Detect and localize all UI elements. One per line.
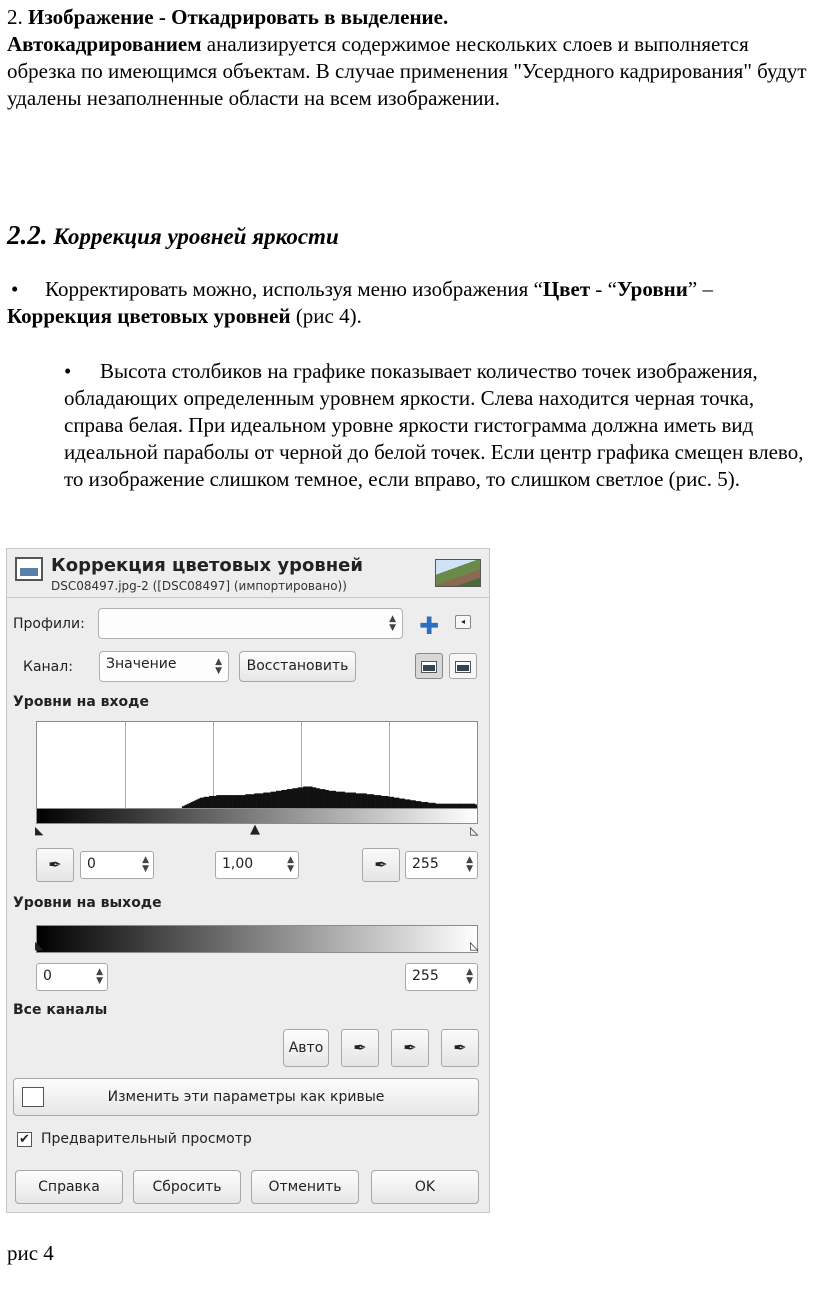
channel-label: Канал: [23,659,73,675]
histogram-bar [345,793,347,808]
histogram-bar [390,797,392,808]
histogram-bar [269,793,271,808]
histogram-bar [238,795,240,808]
preset-menu-icon[interactable]: ◂ [455,615,471,629]
output-black-handle-icon[interactable]: ◣ [35,939,44,952]
histogram-bar [412,800,414,808]
histogram-bar [294,788,296,808]
output-high-spin[interactable] [405,963,478,991]
histogram-bar [343,792,345,808]
histogram-bar [285,790,287,808]
histogram-bar [220,795,222,808]
bullet-icon: • [11,277,19,301]
histogram-bar [298,787,300,808]
histogram-bar [325,790,327,808]
histogram-bar [198,799,200,808]
edit-as-curves-label: Изменить эти параметры как кривые [107,1089,385,1105]
histogram-bar [200,798,202,808]
help-button[interactable]: Справка [15,1170,123,1204]
histogram-bar [289,789,291,808]
bullet-histogram-text: Высота столбиков на графике показывает количество точек изображения, обладающих определенным уровнем яркости. Слева находится черная точка, справа белая. При идеальном уровне яркости гистограмма должна иметь вид идеальной параболы от черной до белой точек. Если центр графика смещен влево, то изображение слишком темное, если вправо, то слишком светлое (рис. 5). [64,359,804,491]
bullet-icon: • [64,359,72,383]
histogram-bar [271,792,273,808]
input-gamma-value: 1,00 [222,856,254,872]
histogram-bar [283,790,285,808]
histogram-bar [291,789,293,808]
image-thumbnail [435,559,481,587]
histogram-bar [370,794,372,808]
histogram-bar [251,794,253,808]
histogram-bar [327,790,329,808]
histogram-bar [401,799,403,808]
cancel-button[interactable]: Отменить [251,1170,359,1204]
reset-button[interactable]: Сбросить [133,1170,241,1204]
histogram [36,721,478,809]
histogram-bars [37,722,477,808]
histogram-bar [310,787,312,809]
histogram-bar [292,788,294,808]
text-run: (рис 4). [290,304,362,328]
histogram-bar [227,795,229,808]
section-number: 2.2. [7,220,48,250]
histogram-bar [254,793,256,808]
histogram-bar [301,787,303,808]
levels-dialog [6,548,490,1213]
paragraph-number: 2. [7,5,28,29]
histogram-bar [303,787,305,809]
histogram-bar [207,797,209,808]
histogram-bar [216,795,218,808]
auto-black-picker-icon[interactable]: ✒ [341,1029,379,1067]
updown-arrows-icon: ▲ ▼ [466,967,473,986]
figure-caption: рис 4 [7,1241,54,1265]
histogram-bar [307,787,309,809]
updown-arrows-icon: ▲ ▼ [287,855,294,874]
white-point-handle-icon[interactable]: ◺ [470,824,479,837]
histogram-bar [233,795,235,808]
histogram-bar [214,796,216,808]
histogram-bar [363,793,365,808]
histogram-bar [368,794,370,808]
histogram-bar [202,798,204,808]
histogram-bar [357,793,359,808]
histogram-bar [243,795,245,808]
histogram-bar [222,795,224,808]
section-heading [7,220,339,251]
histogram-bar [309,787,311,809]
histogram-bar [376,795,378,808]
histogram-bar [274,792,276,808]
histogram-bar [193,801,195,808]
histogram-glyph [455,661,471,673]
histogram-bar [336,792,338,808]
histogram-bar [196,799,198,808]
histogram-bar [278,791,280,808]
histogram-bar [374,795,376,808]
histogram-bar [252,794,254,808]
input-low-value: 0 [87,856,96,872]
histogram-bar [218,795,220,808]
histogram-bar [280,791,282,808]
output-gradient [36,925,478,953]
histogram-bar [234,795,236,808]
histogram-bar [319,789,321,808]
histogram-bar [323,789,325,808]
histogram-bar [272,792,274,808]
profiles-label: Профили: [13,616,85,632]
histogram-bar [367,794,369,808]
histogram-bar [419,801,421,808]
histogram-bar [211,796,213,808]
levels-dialog-icon [15,557,43,581]
reset-channel-button[interactable]: Восстановить [239,651,356,682]
histogram-bar [388,797,390,808]
histogram-bar [242,795,244,808]
updown-arrows-icon: ▲ ▼ [389,613,396,633]
preview-label: Предварительный просмотр [41,1131,252,1147]
histogram-bar [225,795,227,808]
menu-path-crop: Изображение - Откадрировать в выделение. [28,5,449,29]
menu-color: Цвет [542,277,591,301]
text-run: - “ [590,277,617,301]
histogram-bar [334,791,336,808]
histogram-bar [365,793,367,808]
ok-button[interactable]: OK [371,1170,479,1204]
black-picker-icon[interactable]: ✒ [36,848,74,882]
histogram-bar [195,800,197,808]
histogram-bar [204,797,206,808]
histogram-bar [329,791,331,808]
histogram-bar [354,793,356,808]
histogram-bar [348,793,350,808]
histogram-bar [406,799,408,808]
menu-levels: Уровни [616,277,688,301]
histogram-bar [396,798,398,808]
histogram-bar [361,793,363,808]
histogram-bar [356,793,358,808]
histogram-glyph [421,661,437,673]
divider [7,597,489,598]
histogram-bar [405,799,407,808]
histogram-bar [397,798,399,808]
histogram-bar [392,797,394,808]
histogram-bar [385,796,387,808]
histogram-bar [314,787,316,808]
histogram-bar [276,791,278,808]
channel-value: Значение [106,656,177,672]
histogram-bar [256,793,258,808]
auto-button[interactable]: Авто [283,1029,329,1067]
input-low-spin[interactable] [80,851,154,879]
input-high-value: 255 [412,856,439,872]
input-high-spin[interactable] [405,851,478,879]
dialog-name: Коррекция цветовых уровней [7,304,291,328]
updown-arrows-icon: ▲ ▼ [466,855,473,874]
histogram-bar [408,799,410,808]
input-levels-label: Уровни на входе [13,694,149,710]
histogram-bar [263,793,265,808]
auto-gray-picker-icon[interactable]: ✒ [391,1029,429,1067]
histogram-bar [372,794,374,808]
histogram-bar [229,795,231,808]
histogram-bar [262,793,264,808]
bullet-levels-menu [7,276,812,330]
dialog-title: Коррекция цветовых уровней [51,555,363,576]
histogram-bar [410,800,412,808]
histogram-bar [247,794,249,808]
histogram-bar [330,791,332,808]
histogram-bar [341,792,343,808]
text-run: Корректировать можно, используя меню изображения “ [45,277,543,301]
profiles-combo[interactable] [98,608,403,639]
paragraph-crop [7,4,807,112]
histogram-bar [312,787,314,808]
histogram-bar [386,796,388,808]
histogram-bar [350,793,352,808]
section-title: Коррекция уровней яркости [47,224,339,249]
histogram-bar [417,801,419,808]
curves-icon [22,1087,44,1107]
channel-combo[interactable] [99,651,229,682]
term-autocrop: Автокадрированием [7,32,202,56]
histogram-bar [267,793,269,808]
histogram-bar [300,787,302,808]
histogram-bar [245,794,247,808]
histogram-bar [415,801,417,808]
histogram-bar [249,794,251,808]
output-white-handle-icon[interactable]: ◺ [470,939,479,952]
output-low-value: 0 [43,968,52,984]
updown-arrows-icon: ▲ ▼ [215,656,222,676]
bullet-histogram [64,358,809,493]
histogram-bar [296,788,298,808]
input-gamma-spin[interactable] [215,851,299,879]
log-histogram-icon[interactable] [449,653,477,679]
histogram-bar [321,789,323,808]
edit-as-curves-button[interactable] [13,1078,479,1116]
histogram-bar [379,795,381,808]
histogram-bar [213,796,215,808]
white-picker-icon[interactable]: ✒ [362,848,400,882]
histogram-bar [305,787,307,809]
dialog-subtitle: DSC08497.jpg-2 ([DSC08497] (импортировано)) [51,579,347,593]
histogram-bar [339,792,341,808]
histogram-bar [205,797,207,808]
histogram-bar [209,796,211,808]
histogram-bar [236,795,238,808]
histogram-bar [224,795,226,808]
histogram-bar [265,793,267,808]
histogram-bar [316,788,318,808]
updown-arrows-icon: ▲ ▼ [96,967,103,986]
histogram-bar [338,792,340,808]
histogram-bar [240,795,242,808]
gamma-handle-icon[interactable]: ▲ [250,822,260,837]
histogram-bar [377,795,379,808]
text-run: ” – [687,277,713,301]
histogram-bar [281,790,283,808]
updown-arrows-icon: ▲ ▼ [142,855,149,874]
black-point-handle-icon[interactable]: ◣ [35,824,44,837]
histogram-bar [359,793,361,808]
histogram-bar [332,791,334,808]
histogram-bar [403,799,405,808]
preview-checkbox[interactable]: ✔ [17,1132,32,1147]
histogram-bar [260,793,262,808]
histogram-bar [383,796,385,808]
histogram-bar [394,798,396,808]
histogram-bar [414,800,416,808]
all-channels-label: Все каналы [13,1002,108,1018]
histogram-bar [347,793,349,808]
histogram-bar [381,796,383,808]
auto-white-picker-icon[interactable]: ✒ [441,1029,479,1067]
histogram-bar [352,793,354,808]
output-high-value: 255 [412,968,439,984]
histogram-bar [399,799,401,808]
histogram-bar [318,788,320,808]
histogram-bar [231,795,233,808]
output-levels-label: Уровни на выходе [13,895,162,911]
histogram-bar [258,793,260,808]
add-preset-icon[interactable]: ✚ [419,612,440,640]
histogram-bar [287,789,289,808]
output-low-spin[interactable] [36,963,108,991]
linear-histogram-icon[interactable] [415,653,443,679]
paragraph-crop-text: анализируется содержимое нескольких слоев и выполняется обрезка по имеющимся объектам. В случае применения "Усердного кадрирования" будут удалены незаполненные области на всем изображении. [7,32,807,110]
